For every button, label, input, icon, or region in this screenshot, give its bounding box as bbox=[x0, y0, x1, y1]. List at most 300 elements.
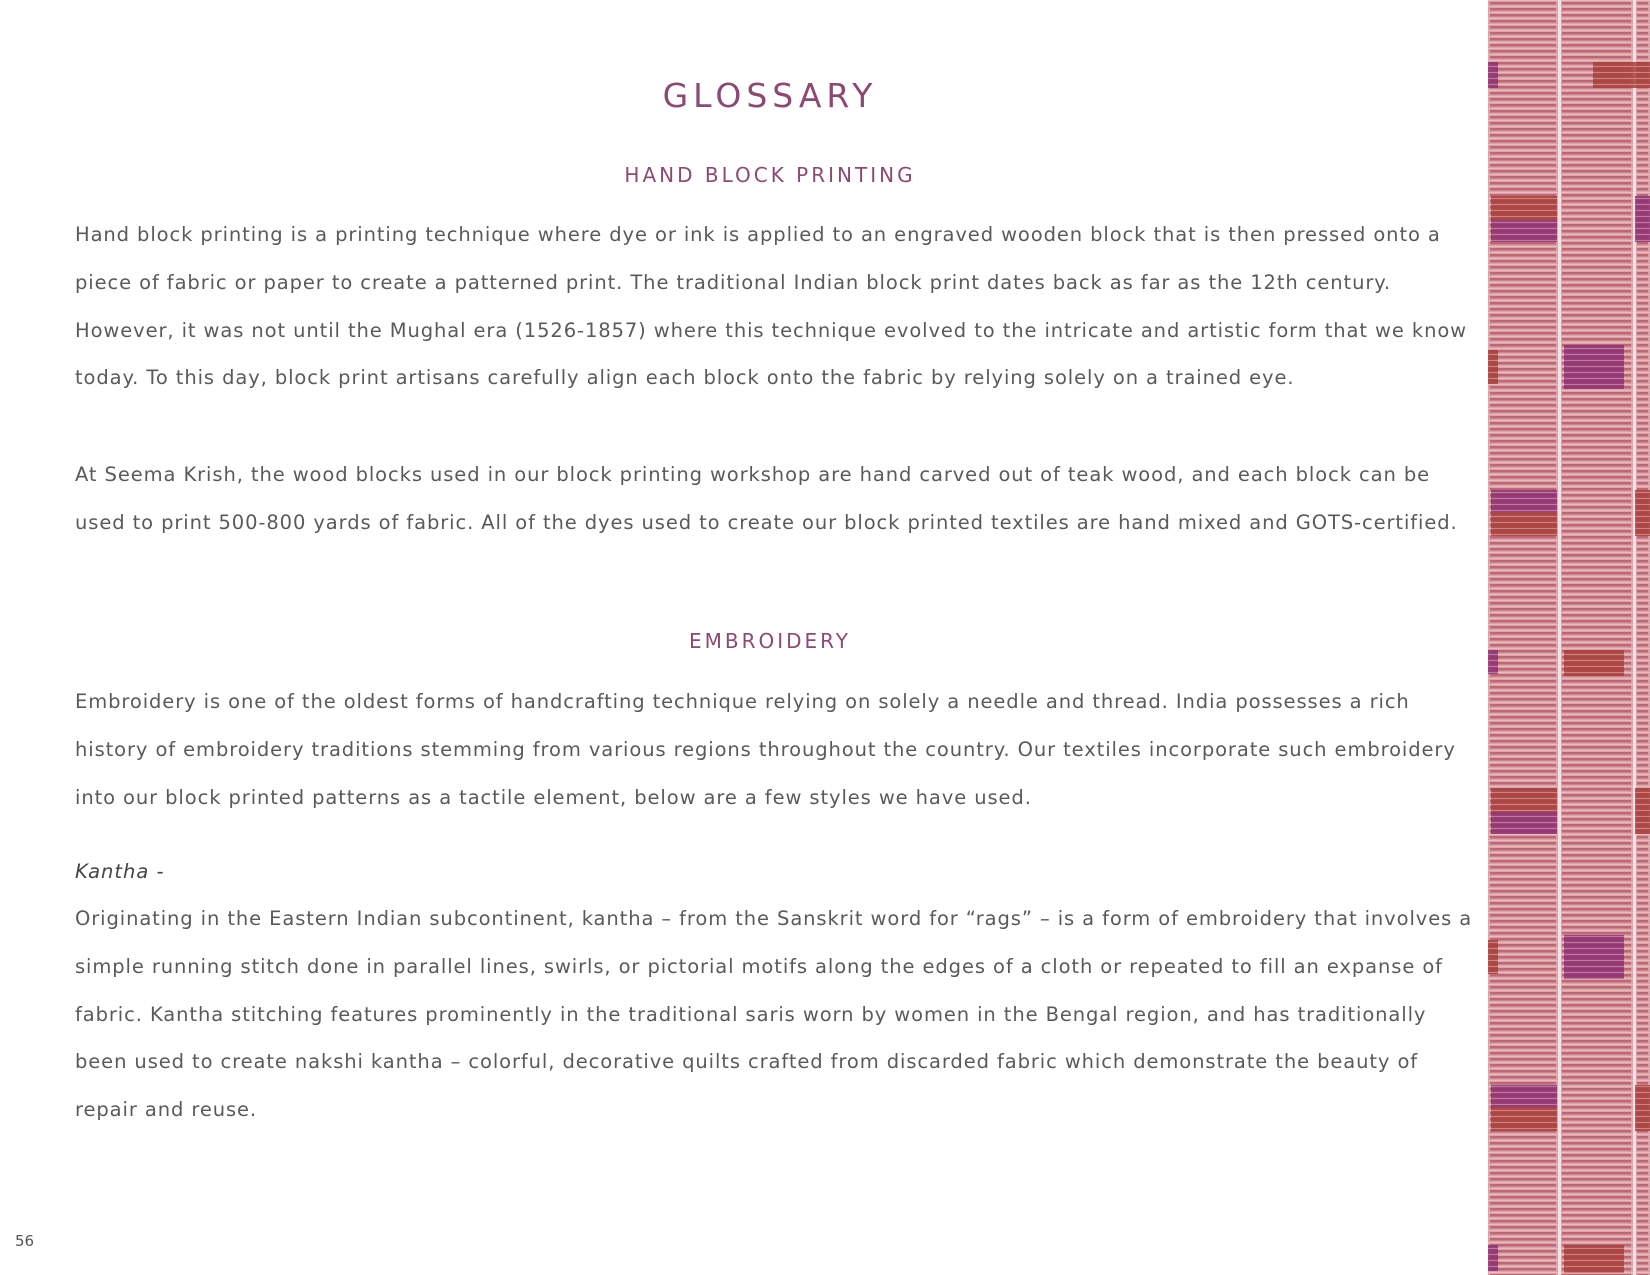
fabric-pattern-shape bbox=[1562, 1106, 1631, 1109]
fabric-pattern-shape bbox=[1637, 638, 1648, 641]
fabric-pattern-shape bbox=[1490, 266, 1556, 269]
fabric-pattern-shape bbox=[1637, 698, 1648, 701]
fabric-pattern-shape bbox=[1637, 8, 1648, 11]
fabric-pattern-shape bbox=[1490, 374, 1556, 377]
fabric-pattern-shape bbox=[1488, 282, 1650, 283]
fabric-pattern-shape bbox=[1490, 314, 1556, 317]
fabric-pattern-shape bbox=[1490, 98, 1556, 101]
fabric-pattern-shape bbox=[1562, 1166, 1631, 1169]
fabric-pattern-shape bbox=[1562, 1148, 1631, 1151]
fabric-pattern-shape bbox=[1637, 404, 1648, 407]
fabric-pattern-shape bbox=[1562, 1160, 1631, 1163]
fabric-pattern-shape bbox=[1488, 1044, 1650, 1045]
fabric-pattern-shape bbox=[1488, 900, 1650, 901]
fabric-pattern-shape bbox=[1637, 1142, 1648, 1145]
fabric-pattern-shape bbox=[1488, 1020, 1650, 1021]
fabric-pattern-shape bbox=[1637, 314, 1648, 317]
fabric-pattern-shape bbox=[1562, 758, 1631, 761]
fabric-pattern-shape bbox=[1490, 836, 1556, 839]
fabric-pattern-shape bbox=[1562, 530, 1631, 533]
fabric-pattern-shape bbox=[1562, 878, 1631, 881]
fabric-pattern-shape bbox=[1637, 248, 1648, 251]
fabric-pattern-shape bbox=[1490, 1196, 1556, 1199]
fabric-pattern-shape bbox=[1490, 1226, 1556, 1229]
fabric-pattern-shape bbox=[1490, 704, 1556, 707]
fabric-pattern-shape bbox=[1637, 446, 1648, 449]
fabric-pattern-shape bbox=[1488, 1248, 1650, 1249]
fabric-pattern-shape bbox=[1490, 770, 1556, 773]
fabric-pattern-shape bbox=[1490, 1268, 1556, 1271]
fabric-pattern-shape bbox=[1488, 846, 1650, 847]
fabric-pattern-shape bbox=[1488, 294, 1650, 295]
fabric-pattern-shape bbox=[1488, 918, 1650, 919]
fabric-pattern-shape bbox=[1562, 602, 1631, 605]
fabric-pattern-shape bbox=[1637, 260, 1648, 263]
fabric-pattern-shape bbox=[1637, 848, 1648, 851]
fabric-pattern-shape bbox=[1562, 518, 1631, 521]
fabric-pattern-shape bbox=[1488, 1158, 1650, 1159]
fabric-pattern-shape bbox=[1490, 968, 1556, 971]
fabric-pattern-shape bbox=[1490, 44, 1556, 47]
fabric-pattern-shape bbox=[1637, 1238, 1648, 1241]
fabric-pattern-shape bbox=[1562, 8, 1631, 11]
fabric-pattern-shape bbox=[1488, 1014, 1650, 1015]
fabric-pattern-shape bbox=[1562, 272, 1631, 275]
fabric-pattern-shape bbox=[1490, 1214, 1556, 1217]
fabric-pattern-shape bbox=[1488, 882, 1650, 883]
fabric-pattern-shape bbox=[1562, 566, 1631, 569]
fabric-pattern-shape bbox=[1488, 864, 1650, 865]
fabric-pattern-shape bbox=[1490, 674, 1556, 677]
fabric-pattern-shape bbox=[1490, 308, 1556, 311]
fabric-pattern-shape bbox=[1488, 978, 1650, 979]
fabric-pattern-shape bbox=[1488, 1218, 1650, 1219]
fabric-pattern-shape bbox=[1637, 578, 1648, 581]
fabric-pattern-shape bbox=[1490, 134, 1556, 137]
fabric-pattern-shape bbox=[1488, 348, 1650, 349]
fabric-pattern-shape bbox=[1562, 596, 1631, 599]
fabric-pattern-shape bbox=[1637, 296, 1648, 299]
fabric-pattern-shape bbox=[1490, 566, 1556, 569]
fabric-pattern-shape bbox=[1488, 1002, 1650, 1003]
fabric-pattern-shape bbox=[1490, 1034, 1556, 1037]
fabric-pattern-shape bbox=[1562, 1190, 1631, 1193]
fabric-pattern-shape bbox=[1637, 410, 1648, 413]
fabric-pattern-shape bbox=[1491, 490, 1557, 512]
fabric-pattern-shape bbox=[1490, 1142, 1556, 1145]
fabric-pattern-shape bbox=[1637, 542, 1648, 545]
fabric-pattern-shape bbox=[1490, 842, 1556, 845]
fabric-pattern-shape bbox=[1490, 80, 1556, 83]
fabric-pattern-shape bbox=[1490, 848, 1556, 851]
fabric-pattern-shape bbox=[1488, 1026, 1650, 1027]
fabric-pattern-shape bbox=[1637, 662, 1648, 665]
fabric-pattern-shape bbox=[1562, 716, 1631, 719]
fabric-pattern-shape bbox=[1562, 410, 1631, 413]
fabric-pattern-shape bbox=[1488, 546, 1650, 547]
fabric-pattern-shape bbox=[1562, 182, 1631, 185]
fabric-pattern-shape bbox=[1637, 836, 1648, 839]
fabric-pattern-shape bbox=[1490, 716, 1556, 719]
fabric-pattern-shape bbox=[1637, 716, 1648, 719]
fabric-pattern-shape bbox=[1562, 506, 1631, 509]
fabric-pattern-shape bbox=[1562, 776, 1631, 779]
fabric-pattern-shape bbox=[1488, 318, 1650, 319]
fabric-pattern-shape bbox=[1562, 698, 1631, 701]
fabric-pattern-shape bbox=[1637, 182, 1648, 185]
fabric-pattern-shape bbox=[1562, 38, 1631, 41]
fabric-pattern-shape bbox=[1562, 896, 1631, 899]
fabric-pattern-shape bbox=[1562, 740, 1631, 743]
fabric-pattern-shape bbox=[1637, 938, 1648, 941]
fabric-pattern-shape bbox=[1562, 752, 1631, 755]
fabric-pattern-shape bbox=[1562, 782, 1631, 785]
fabric-pattern-shape bbox=[1490, 986, 1556, 989]
fabric-pattern-shape bbox=[1490, 290, 1556, 293]
fabric-pattern-shape bbox=[1562, 686, 1631, 689]
fabric-pattern-shape bbox=[1490, 368, 1556, 371]
fabric-pattern-shape bbox=[1637, 392, 1648, 395]
fabric-pattern-shape bbox=[1562, 842, 1631, 845]
fabric-pattern-shape bbox=[1562, 188, 1631, 191]
fabric-pattern-shape bbox=[1490, 434, 1556, 437]
fabric-pattern-shape bbox=[1488, 174, 1650, 175]
fabric-pattern-shape bbox=[1488, 786, 1650, 787]
fabric-pattern-shape bbox=[1488, 12, 1650, 13]
fabric-pattern-shape bbox=[1490, 1016, 1556, 1019]
fabric-pattern-shape bbox=[1562, 14, 1631, 17]
fabric-pattern-shape bbox=[1562, 986, 1631, 989]
fabric-pattern-shape bbox=[1562, 458, 1631, 461]
block-print-fabric-image bbox=[1488, 0, 1650, 1275]
fabric-pattern-shape bbox=[1488, 696, 1650, 697]
fabric-pattern-shape bbox=[1490, 320, 1556, 323]
fabric-pattern-shape bbox=[1490, 338, 1556, 341]
fabric-pattern-shape bbox=[1488, 168, 1650, 169]
fabric-pattern-shape bbox=[1562, 1016, 1631, 1019]
fabric-pattern-shape bbox=[1562, 788, 1631, 791]
fabric-pattern-shape bbox=[1637, 1208, 1648, 1211]
fabric-pattern-shape bbox=[1488, 972, 1650, 973]
fabric-pattern-shape bbox=[1637, 338, 1648, 341]
fabric-pattern-shape bbox=[1562, 242, 1631, 245]
fabric-pattern-shape bbox=[1562, 284, 1631, 287]
fabric-pattern-shape bbox=[1562, 914, 1631, 917]
fabric-pattern-shape bbox=[1562, 476, 1631, 479]
fabric-pattern-shape bbox=[1635, 1085, 1650, 1131]
fabric-pattern-shape bbox=[1562, 1088, 1631, 1091]
fabric-pattern-shape bbox=[1637, 32, 1648, 35]
fabric-pattern-shape bbox=[1562, 1040, 1631, 1043]
fabric-pattern-shape bbox=[1488, 618, 1650, 619]
fabric-pattern-shape bbox=[1562, 1118, 1631, 1121]
fabric-pattern-shape bbox=[1562, 1100, 1631, 1103]
fabric-pattern-shape bbox=[1637, 734, 1648, 737]
fabric-pattern-shape bbox=[1637, 728, 1648, 731]
fabric-pattern-shape bbox=[1637, 548, 1648, 551]
fabric-pattern-shape bbox=[1490, 404, 1556, 407]
fabric-pattern-shape bbox=[1490, 932, 1556, 935]
fabric-pattern-shape bbox=[1490, 428, 1556, 431]
fabric-pattern-shape bbox=[1490, 1148, 1556, 1151]
fabric-pattern-shape bbox=[1637, 416, 1648, 419]
fabric-pattern-shape bbox=[1488, 210, 1650, 211]
fabric-pattern-shape bbox=[1637, 860, 1648, 863]
fabric-pattern-shape bbox=[1488, 1164, 1650, 1165]
fabric-pattern-shape bbox=[1562, 902, 1631, 905]
fabric-pattern-shape bbox=[1637, 1184, 1648, 1187]
fabric-pattern-shape bbox=[1488, 336, 1650, 337]
fabric-pattern-shape bbox=[1637, 674, 1648, 677]
fabric-pattern-shape bbox=[1562, 1172, 1631, 1175]
fabric-pattern-shape bbox=[1562, 320, 1631, 323]
fabric-pattern-shape bbox=[1488, 1254, 1650, 1255]
fabric-pattern-shape bbox=[1490, 950, 1556, 953]
fabric-pattern-shape bbox=[1490, 920, 1556, 923]
fabric-pattern-shape bbox=[1488, 414, 1650, 415]
fabric-pattern-shape bbox=[1490, 242, 1556, 245]
fabric-pattern-shape bbox=[1562, 734, 1631, 737]
fabric-pattern-shape bbox=[1637, 1070, 1648, 1073]
fabric-pattern-shape bbox=[1562, 980, 1631, 983]
fabric-pattern-shape bbox=[1562, 800, 1631, 803]
fabric-pattern-shape bbox=[1490, 1028, 1556, 1031]
fabric-pattern-shape bbox=[1488, 204, 1650, 205]
fabric-pattern-shape bbox=[1562, 920, 1631, 923]
fabric-pattern-shape bbox=[1488, 132, 1650, 133]
fabric-pattern-shape bbox=[1488, 138, 1650, 139]
fabric-pattern-shape bbox=[1488, 18, 1650, 19]
fabric-pattern-shape bbox=[1490, 962, 1556, 965]
fabric-pattern-shape bbox=[1562, 524, 1631, 527]
fabric-pattern-shape bbox=[1488, 366, 1650, 367]
fabric-pattern-shape bbox=[1562, 500, 1631, 503]
fabric-pattern-shape bbox=[1488, 468, 1650, 469]
fabric-pattern-shape bbox=[1637, 476, 1648, 479]
fabric-pattern-shape bbox=[1637, 1022, 1648, 1025]
fabric-pattern-shape bbox=[1490, 1064, 1556, 1067]
fabric-pattern-shape bbox=[1562, 170, 1631, 173]
fabric-pattern-shape bbox=[1490, 146, 1556, 149]
fabric-pattern-shape bbox=[1490, 620, 1556, 623]
fabric-pattern-shape bbox=[1488, 804, 1650, 805]
fabric-pattern-shape bbox=[1562, 428, 1631, 431]
fabric-pattern-shape bbox=[1488, 1236, 1650, 1237]
fabric-pattern-shape bbox=[1637, 374, 1648, 377]
fabric-pattern-shape bbox=[1562, 1064, 1631, 1067]
fabric-pattern-shape bbox=[1562, 2, 1631, 5]
fabric-pattern-shape bbox=[1491, 788, 1557, 812]
fabric-pattern-shape bbox=[1490, 62, 1556, 65]
fabric-pattern-shape bbox=[1488, 678, 1650, 679]
fabric-pattern-shape bbox=[1490, 938, 1556, 941]
fabric-pattern-shape bbox=[1633, 0, 1636, 1275]
hand-block-paragraph-1: Hand block printing is a printing technique where dye or ink is applied to an engraved wooden block that is then pressed onto a piece of fabric or paper to create a patterned print. The traditional Indian block print dates back as far as the 12th century. However, it was not until the Mughal era (1526-1857) where this technique evolved to the intricate and artistic form that we know today. To this day, block print artisans carefully align each block onto the fabric by relying solely on a trained eye. bbox=[75, 223, 1468, 390]
fabric-pattern-shape bbox=[1488, 426, 1650, 427]
fabric-pattern-shape bbox=[1562, 398, 1631, 401]
fabric-pattern-shape bbox=[1562, 1184, 1631, 1187]
fabric-pattern-shape bbox=[1490, 440, 1556, 443]
fabric-pattern-shape bbox=[1637, 566, 1648, 569]
fabric-pattern-shape bbox=[1488, 1116, 1650, 1117]
fabric-pattern-shape bbox=[1637, 536, 1648, 539]
fabric-pattern-shape bbox=[1637, 782, 1648, 785]
fabric-pattern-shape bbox=[1490, 548, 1556, 551]
fabric-pattern-shape bbox=[1562, 1232, 1631, 1235]
fabric-pattern-shape bbox=[1637, 1034, 1648, 1037]
fabric-pattern-shape bbox=[1488, 1062, 1650, 1063]
fabric-pattern-shape bbox=[1490, 686, 1556, 689]
fabric-pattern-shape bbox=[1488, 330, 1650, 331]
fabric-pattern-shape bbox=[1490, 110, 1556, 113]
fabric-pattern-shape bbox=[1637, 452, 1648, 455]
fabric-pattern-shape bbox=[1637, 170, 1648, 173]
fabric-pattern-shape bbox=[1562, 794, 1631, 797]
fabric-pattern-shape bbox=[1562, 296, 1631, 299]
fabric-pattern-shape bbox=[1637, 26, 1648, 29]
fabric-pattern-shape bbox=[1488, 684, 1650, 685]
fabric-pattern-shape bbox=[1490, 1208, 1556, 1211]
fabric-pattern-shape bbox=[1490, 974, 1556, 977]
fabric-pattern-shape bbox=[1488, 540, 1650, 541]
fabric-pattern-shape bbox=[1488, 246, 1650, 247]
fabric-pattern-shape bbox=[1637, 350, 1648, 353]
fabric-pattern-shape bbox=[1490, 248, 1556, 251]
fabric-pattern-shape bbox=[1562, 266, 1631, 269]
fabric-pattern-shape bbox=[1488, 1224, 1650, 1225]
fabric-pattern-shape bbox=[1488, 768, 1650, 769]
fabric-pattern-shape bbox=[1490, 38, 1556, 41]
fabric-pattern-shape bbox=[1488, 108, 1650, 109]
fabric-pattern-shape bbox=[1637, 56, 1648, 59]
fabric-pattern-shape bbox=[1562, 746, 1631, 749]
fabric-pattern-shape bbox=[1637, 92, 1648, 95]
fabric-pattern-shape bbox=[1488, 372, 1650, 373]
fabric-pattern-shape bbox=[1562, 140, 1631, 143]
fabric-pattern-shape bbox=[1490, 332, 1556, 335]
fabric-pattern-shape bbox=[1637, 320, 1648, 323]
fabric-pattern-shape bbox=[1637, 158, 1648, 161]
fabric-pattern-shape bbox=[1488, 192, 1650, 193]
fabric-pattern-shape bbox=[1562, 98, 1631, 101]
fabric-pattern-shape bbox=[1637, 50, 1648, 53]
fabric-pattern-shape bbox=[1490, 644, 1556, 647]
fabric-pattern-shape bbox=[1562, 728, 1631, 731]
fabric-pattern-shape bbox=[1637, 1226, 1648, 1229]
fabric-pattern-shape bbox=[1490, 578, 1556, 581]
fabric-pattern-shape bbox=[1562, 884, 1631, 887]
fabric-pattern-shape bbox=[1488, 930, 1650, 931]
fabric-pattern-shape bbox=[1490, 380, 1556, 383]
fabric-pattern-shape bbox=[1637, 464, 1648, 467]
fabric-pattern-shape bbox=[1490, 1076, 1556, 1079]
fabric-pattern-shape bbox=[1637, 902, 1648, 905]
fabric-pattern-shape bbox=[1490, 1004, 1556, 1007]
fabric-pattern-shape bbox=[1562, 626, 1631, 629]
fabric-pattern-shape bbox=[1488, 66, 1650, 67]
fabric-pattern-shape bbox=[1488, 702, 1650, 703]
fabric-pattern-shape bbox=[1490, 1160, 1556, 1163]
fabric-pattern-shape bbox=[1562, 578, 1631, 581]
fabric-pattern-shape bbox=[1637, 458, 1648, 461]
fabric-pattern-shape bbox=[1637, 1160, 1648, 1163]
fabric-pattern-shape bbox=[1637, 482, 1648, 485]
fabric-pattern-shape bbox=[1562, 122, 1631, 125]
fabric-pattern-shape bbox=[1562, 812, 1631, 815]
fabric-pattern-shape bbox=[1490, 662, 1556, 665]
fabric-pattern-shape bbox=[1488, 252, 1650, 253]
fabric-pattern-shape bbox=[1488, 690, 1650, 691]
fabric-pattern-shape bbox=[1562, 56, 1631, 59]
fabric-pattern-shape bbox=[1637, 620, 1648, 623]
fabric-pattern-shape bbox=[1488, 960, 1650, 961]
fabric-pattern-shape bbox=[1490, 422, 1556, 425]
fabric-pattern-shape bbox=[1490, 572, 1556, 575]
fabric-pattern-shape bbox=[1562, 134, 1631, 137]
fabric-pattern-shape bbox=[1488, 90, 1650, 91]
fabric-pattern-shape bbox=[1488, 1128, 1650, 1129]
fabric-pattern-shape bbox=[1637, 932, 1648, 935]
fabric-pattern-shape bbox=[1490, 464, 1556, 467]
fabric-pattern-shape bbox=[1488, 324, 1650, 325]
fabric-pattern-shape bbox=[1637, 1076, 1648, 1079]
fabric-pattern-shape bbox=[1562, 44, 1631, 47]
fabric-pattern-shape bbox=[1490, 560, 1556, 563]
fabric-pattern-shape bbox=[1488, 438, 1650, 439]
fabric-pattern-shape bbox=[1490, 1190, 1556, 1193]
fabric-pattern-shape bbox=[1490, 980, 1556, 983]
fabric-pattern-shape bbox=[1637, 746, 1648, 749]
fabric-pattern-shape bbox=[1488, 1170, 1650, 1171]
fabric-pattern-shape bbox=[1490, 1220, 1556, 1223]
fabric-pattern-shape bbox=[1490, 122, 1556, 125]
fabric-pattern-shape bbox=[1637, 1028, 1648, 1031]
fabric-pattern-shape bbox=[1490, 596, 1556, 599]
fabric-pattern-shape bbox=[1488, 996, 1650, 997]
fabric-pattern-shape bbox=[1637, 1244, 1648, 1247]
fabric-pattern-shape bbox=[1562, 260, 1631, 263]
fabric-pattern-shape bbox=[1488, 1176, 1650, 1177]
fabric-pattern-shape bbox=[1637, 152, 1648, 155]
fabric-pattern-shape bbox=[1488, 408, 1650, 409]
fabric-pattern-shape bbox=[1637, 626, 1648, 629]
fabric-pattern-shape bbox=[1490, 992, 1556, 995]
fabric-pattern-shape bbox=[1490, 260, 1556, 263]
fabric-pattern-shape bbox=[1490, 398, 1556, 401]
fabric-pattern-shape bbox=[1562, 770, 1631, 773]
fabric-pattern-shape bbox=[1637, 1148, 1648, 1151]
fabric-pattern-shape bbox=[1562, 1034, 1631, 1037]
fabric-pattern-shape bbox=[1488, 1212, 1650, 1213]
fabric-pattern-shape bbox=[1637, 914, 1648, 917]
fabric-pattern-shape bbox=[1562, 314, 1631, 317]
fabric-pattern-shape bbox=[1488, 6, 1650, 7]
fabric-pattern-shape bbox=[1488, 1080, 1650, 1081]
fabric-pattern-shape bbox=[1488, 576, 1650, 577]
fabric-pattern-shape bbox=[1490, 170, 1556, 173]
fabric-pattern-shape bbox=[1562, 1022, 1631, 1025]
fabric-pattern-shape bbox=[1562, 488, 1631, 491]
fabric-pattern-shape bbox=[1562, 158, 1631, 161]
fabric-pattern-shape bbox=[1562, 440, 1631, 443]
fabric-pattern-shape bbox=[1488, 432, 1650, 433]
page-number: 56 bbox=[15, 1232, 35, 1250]
fabric-pattern-shape bbox=[1637, 656, 1648, 659]
fabric-pattern-shape bbox=[1488, 1230, 1650, 1231]
fabric-pattern-shape bbox=[1562, 1124, 1631, 1127]
fabric-pattern-shape bbox=[1490, 20, 1556, 23]
fabric-pattern-shape bbox=[1562, 1082, 1631, 1085]
